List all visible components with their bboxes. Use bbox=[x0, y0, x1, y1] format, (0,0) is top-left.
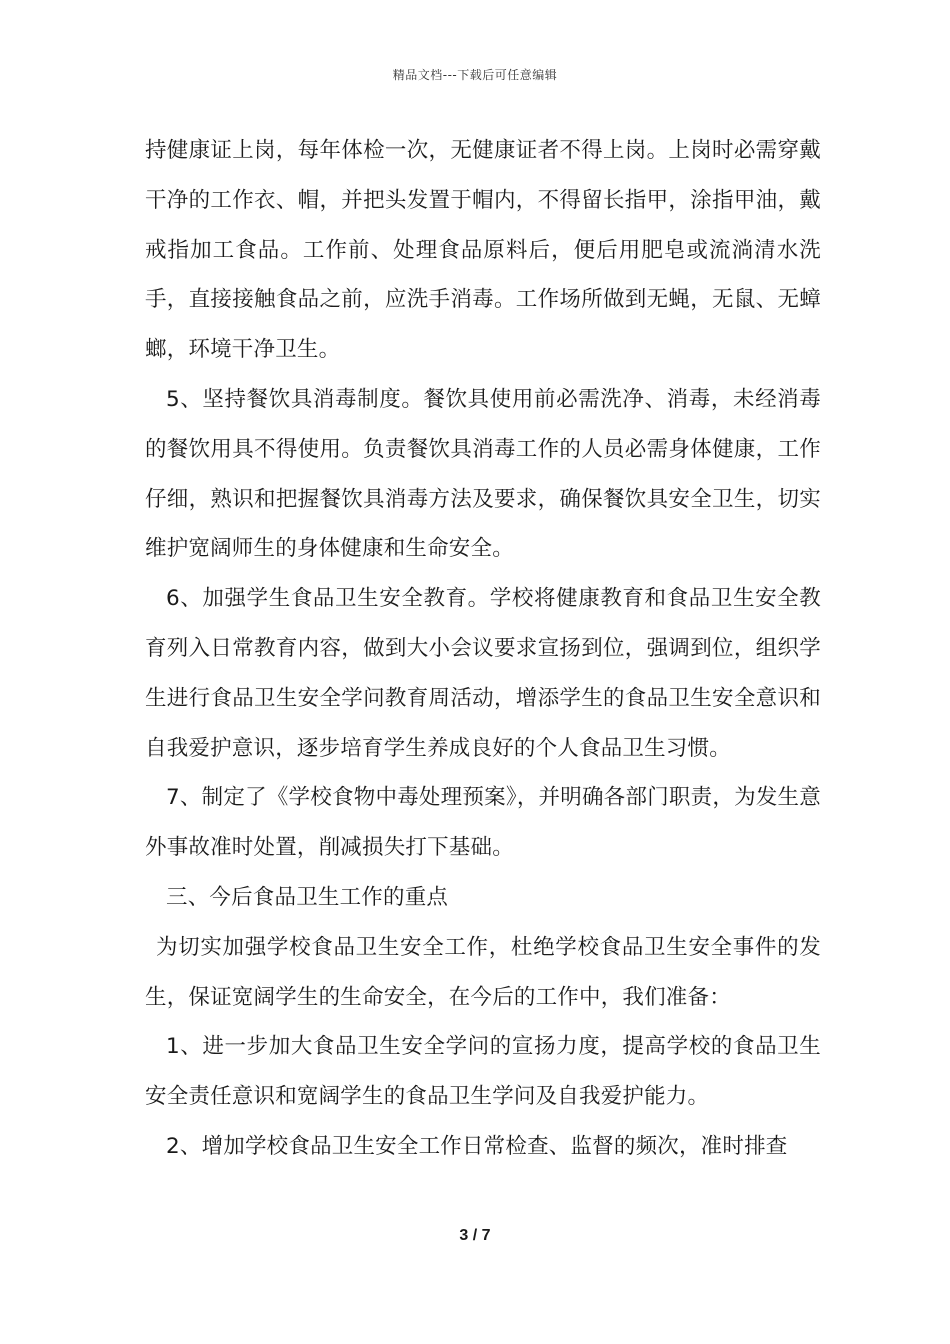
paragraph-intro: 为切实加强学校食品卫生安全工作，杜绝学校食品卫生安全事件的发生，保证宽阔学生的生命安全，在今后的工作中，我们准备： bbox=[145, 934, 821, 1010]
page-header: 精品文档---下载后可任意编辑 bbox=[392, 68, 558, 82]
paragraph-item-7: 7、制定了《学校食物中毒处理预案》，并明确各部门职责，为发生意外事故准时处置，削减损失打下基础。 bbox=[145, 785, 821, 861]
page-number: 3 / 7 bbox=[459, 1227, 491, 1244]
paragraph-item-6: 6、加强学生食品卫生安全教育。学校将健康教育和食品卫生安全教育列入日常教育内容，做到大小会议要求宣扬到位，强调到位，组织学生进行食品卫生安全学问教育周活动，增添学生的食品卫生安全意识和自我爱护意识，逐步培育学生养成良好的个人食品卫生习惯。 bbox=[145, 586, 821, 761]
paragraph-item-5: 5、坚持餐饮具消毒制度。餐饮具使用前必需洗净、消毒，未经消毒的餐饮用具不得使用。负责餐饮具消毒工作的人员必需身体健康，工作仔细，熟识和把握餐饮具消毒方法及要求，确保餐饮具安全卫生，切实维护宽阔师生的身体健康和生命安全。 bbox=[145, 386, 821, 562]
paragraph-plan-1: 1、进一步加大食品卫生安全学问的宣扬力度，提高学校的食品卫生安全责任意识和宽阔学生的食品卫生学问及自我爱护能力。 bbox=[145, 1034, 821, 1110]
paragraph-plan-2: 2、增加学校食品卫生安全工作日常检查、监督的频次，准时排查 bbox=[166, 1133, 788, 1159]
paragraph-health-requirements: 持健康证上岗，每年体检一次，无健康证者不得上岗。上岗时必需穿戴干净的工作衣、帽，并把头发置于帽内，不得留长指甲，涂指甲油，戴戒指加工食品。工作前、处理食品原料后，便后用肥皂或流淌清水洗手，直接接触食品之前，应洗手消毒。工作场所做到无蝇，无鼠、无蟑螂，环境干净卫生。 bbox=[145, 138, 821, 363]
document-body bbox=[145, 126, 821, 1172]
section-heading-3: 三、今后食品卫生工作的重点 bbox=[166, 884, 449, 910]
